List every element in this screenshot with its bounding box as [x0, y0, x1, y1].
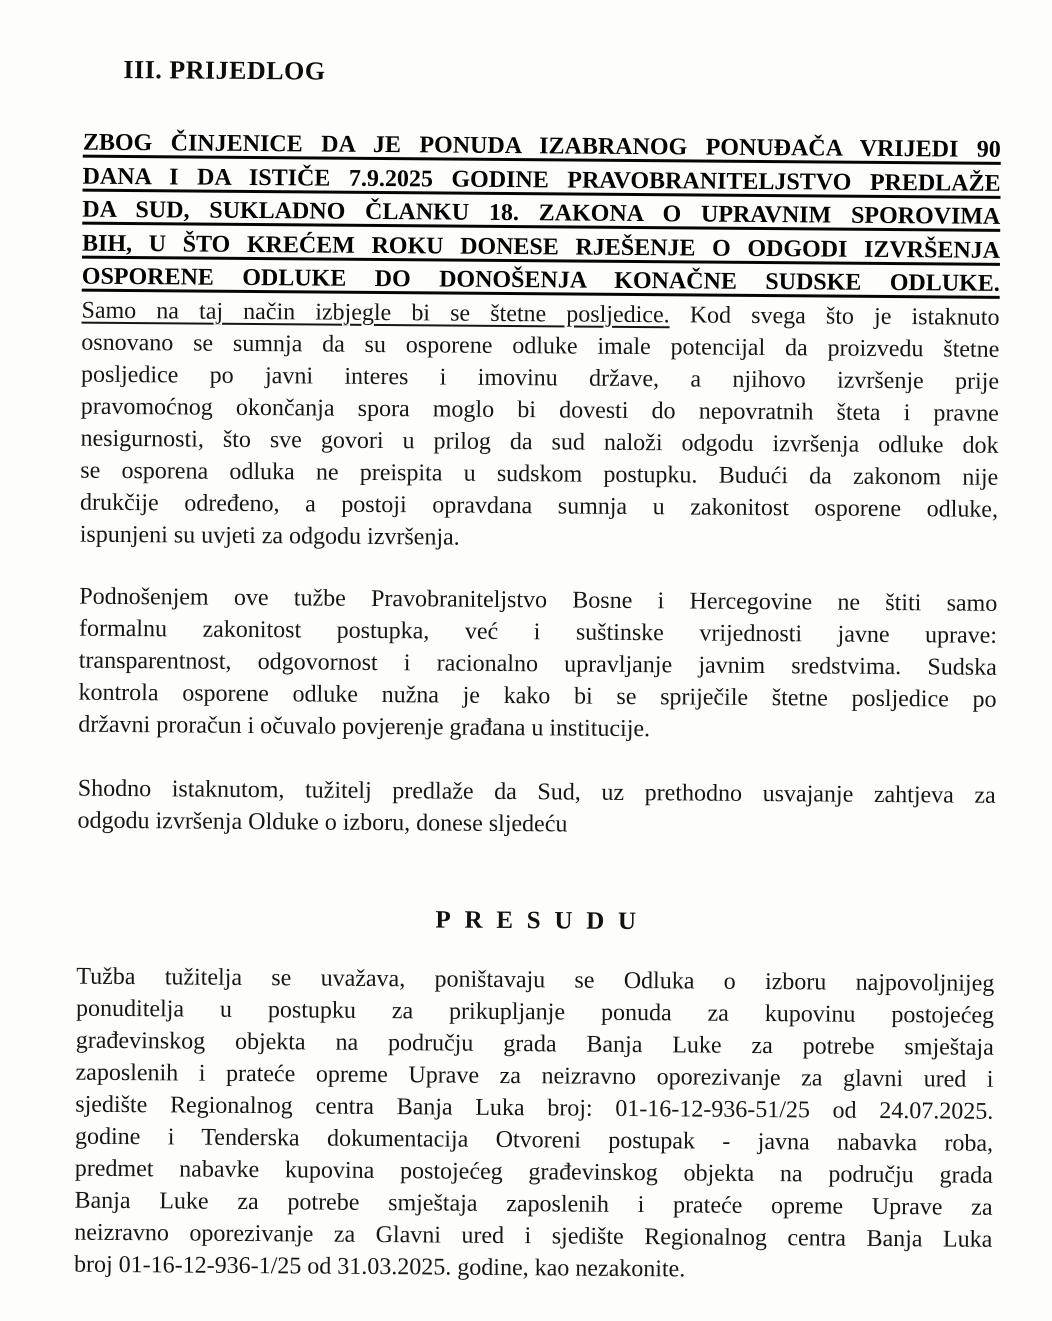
text-line: nesigurnosti, što sve govori u prilog da sud naloži odgodu izvršenja odluke dok: [80, 425, 999, 459]
text-line: Podnošenjem ove tužbe Pravobraniteljstvo Bosne i Hercegovine ne štiti samo: [79, 583, 998, 617]
text-line: posljedice po javni interes i imovinu države, a njihovo izvršenje prije: [80, 361, 1000, 395]
text-line: drukčije određeno, a postoji opravdana sumnja u zakonitost osporene odluke,: [79, 489, 999, 523]
text-line: transparentnost, odgovornost i racionalno upravljanje javnim sredstvima. Sudska: [78, 647, 997, 681]
text-line: godine i Tenderska dokumentacija Otvoreni postupak - javna nabavka roba,: [74, 1123, 994, 1157]
text-line: odgodu izvršenja Olduke o izboru, donese sljedeću: [77, 807, 568, 837]
text-line: Banja Luke za potrebe smještaja zaposlenih i prateće opreme Uprave za: [74, 1187, 993, 1221]
text-line: DANA I DA ISTIČE 7.9.2025 GODINE PRAVOBRANITELJSTVO PREDLAŽE: [82, 163, 1001, 197]
text-line: ispunjeni su uvjeti za odgodu izvršenja.: [79, 521, 460, 551]
verdict-heading: PRESUDU: [435, 905, 650, 935]
text-line: neizravno oporezivanje za Glavni ured i sjedište Regionalnog centra Banja Luka: [74, 1219, 993, 1253]
proposal-emphasis-paragraph: [82, 127, 1001, 302]
underlined-sentence: Samo na taj način izbjegle bi se štetne posljedice.: [81, 297, 670, 328]
text-line: BIH, U ŠTO KREĆEM ROKU DONESE RJEŠENJE O ODGODI IZVRŠENJA: [81, 230, 1001, 264]
text-line: broj 01-16-12-936-1/25 od 31.03.2025. godine, kao nezakonite.: [73, 1251, 686, 1282]
paragraph-lawsuit-purpose: [78, 580, 997, 747]
text-line: ponuditelja u postupku za prikupljanje ponuda za kupovinu postojećeg: [75, 995, 995, 1029]
text-line: zaposlenih i prateće opreme Uprave za neizravno oporezivanje za glavni ured i: [75, 1059, 994, 1093]
paragraph-plaintiff-proposal: [77, 772, 995, 843]
text-line: pravomoćnog okončanja spora moglo bi dovesti do nepovratnih šteta i pravne: [80, 393, 999, 427]
text-line: DA SUD, SUKLADNO ČLANKU 18. ZAKONA O UPRAVNIM SPOROVIMA: [82, 196, 1001, 230]
text-line: OSPORENE ODLUKE DO DONOŠENJA KONAČNE SUDSKE ODLUKE.: [81, 263, 1000, 297]
text-line: osnovano se sumnja da su osporene odluke imale potencijal da proizvedu štetne: [81, 329, 1000, 363]
text-line: predmet nabavke kupovina postojećeg građevinskog objekta na području grada: [74, 1155, 993, 1189]
text-line: formalnu zakonitost postupka, već i suštinske vrijednosti javne uprave:: [78, 615, 998, 649]
text-line: kontrola osporene odluke nužna je kako bi se spriječile štetne posljedice po: [78, 679, 997, 713]
section-heading: III. PRIJEDLOG: [123, 54, 326, 86]
text-line: sjedište Regionalnog centra Banja Luka broj: 01-16-12-936-51/25 od 24.07.2025.: [75, 1091, 994, 1125]
paragraph-verdict-text: [74, 960, 994, 1287]
text-line: građevinskog objekta na području grada Banja Luke za potrebe smještaja: [75, 1027, 994, 1061]
paragraph-harmful-consequences: [80, 294, 1000, 557]
text-line: Shodno istaknutom, tužitelj predlaže da Sud, uz prethodno usvajanje zahtjeva za: [77, 775, 996, 809]
text-line: se osporena odluka ne preispita u sudskom postupku. Budući da zakonom nije: [80, 457, 999, 491]
text-line: državni proračun i očuvalo povjerenje građana u institucije.: [78, 711, 651, 742]
text-run: Kod svega što je istaknuto: [689, 301, 1000, 331]
text-line: Tužba tužitelja se uvažava, poništavaju se Odluka o izboru najpovoljnijeg: [76, 963, 995, 997]
text-line: ZBOG ČINJENICE DA JE PONUDA IZABRANOG PONUĐAČA VRIJEDI 90: [82, 129, 1001, 163]
